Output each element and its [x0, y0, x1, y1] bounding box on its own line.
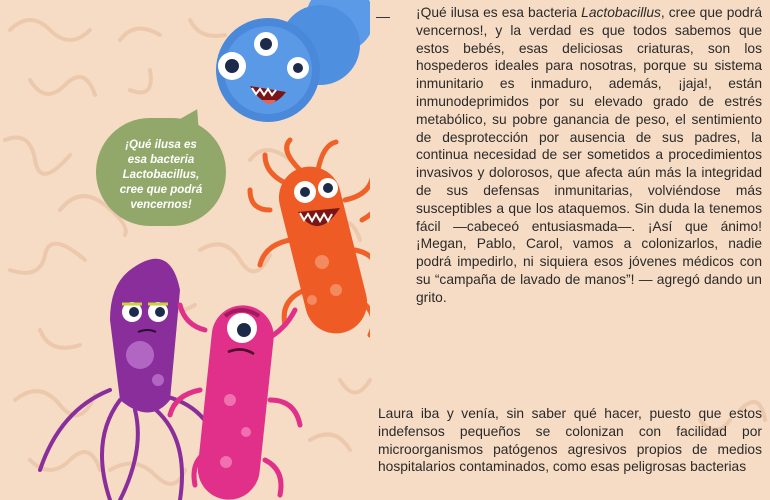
speech-bubble-text: [104, 138, 218, 213]
speech-line: esa bacteria: [127, 154, 195, 166]
blue-bacterium-icon: [216, 0, 370, 122]
orange-bacterium-icon: [250, 140, 370, 340]
purple-bacterium-icon: [40, 259, 220, 500]
dialogue-dash: —: [376, 8, 390, 24]
speech-line: vencernos!: [130, 199, 192, 211]
speech-line: cree que podrá: [119, 184, 203, 196]
bacteria-illustration: [0, 0, 370, 500]
paragraph-text: Laura iba y venía, sin saber qué hacer, puesto que estos indefensos pequeños se colonizan con facilidad por microorganismos patógenos agresivos propios de medios hospitalarios contaminados, como esas peligrosas bacterias: [378, 406, 762, 475]
pink-bacterium-icon: [170, 302, 300, 500]
paragraph-text: ¡Qué ilusa es esa bacteria: [416, 5, 582, 20]
speech-line: ¡Qué ilusa es: [125, 139, 197, 151]
paragraph-text: , cree que podrá vencernos!, y la verdad es que todos sabemos que estos bebés, esas deliciosas criaturas, son los hospederos ideales para nosotras, porque su sistema inmunitario es inmaduro, además, ¡jaja!, están inmunodeprimidos por su elevado grado de estrés metabólico, su pobre ganancia de peso, el sentimiento de desprotección por ausencia de sus padres, la continua necesidad de ser sometidos a procedimientos invasivos y dolorosos, que afecta aún más la integridad de sus defensas inmunitarias, volviéndose más susceptibles a que los ataquemos. Sin duda la tenemos fácil —cabeceó entusiasmada—. ¡Así que ánimo! ¡Megan, Pablo, Carol, vamos a colonizarlos, nadie podrá impedirlo, ni siquiera esos jóvenes médicos con su “campaña de lavado de manos”! — agregó dando un grito.: [416, 5, 762, 305]
story-paragraph-1: [416, 4, 762, 307]
italic-species-name: Lactobacillus: [581, 5, 661, 20]
story-paragraph-2: [378, 405, 762, 476]
speech-line: Lactobacillus,: [122, 169, 200, 181]
